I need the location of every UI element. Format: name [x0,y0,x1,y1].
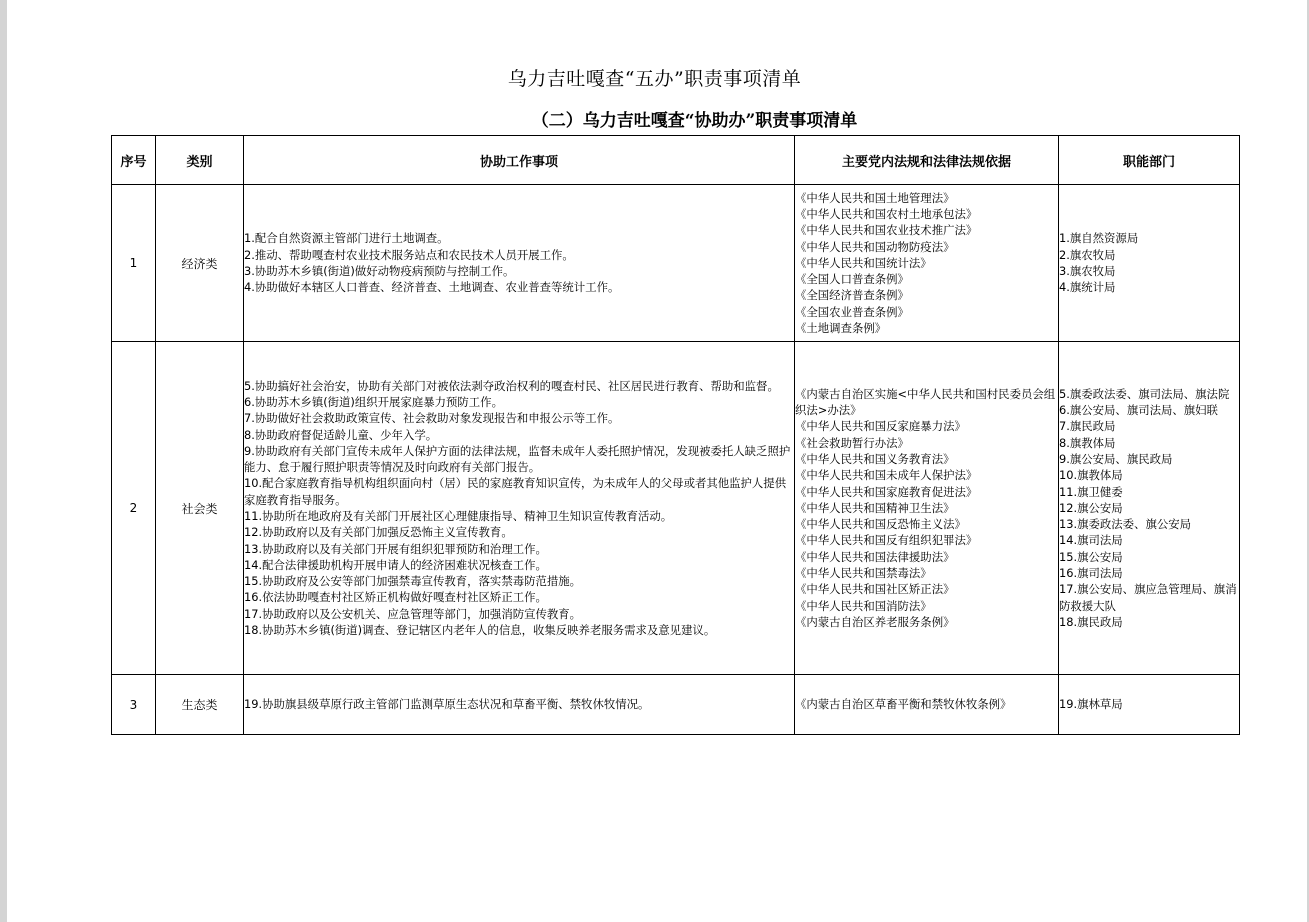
cell-line: 18.旗民政局 [1059,614,1123,629]
cell-line: 17.协助政府以及公安机关、应急管理等部门，加强消防宣传教育。 [244,606,582,621]
cell-line: 《中华人民共和国农村土地承包法》 [795,206,978,221]
document-subtitle: （二）乌力吉吐嘎查“协助办”职责事项清单 [531,111,858,131]
cell-line: 1.配合自然资源主管部门进行土地调查。 [244,231,449,246]
cell-line: 4.旗统计局 [1059,280,1116,295]
header-index: 序号 [112,136,156,185]
cell-line: 《中华人民共和国土地管理法》 [795,190,955,205]
cell-line: 15.旗公安局 [1059,549,1123,564]
cell-line: 2.旗农牧局 [1059,247,1116,262]
header-tasks: 协助工作事项 [244,136,795,185]
cell-line: 19.旗林草局 [1059,697,1123,712]
table-row [112,185,1240,342]
cell-line: 14.配合法律援助机构开展申请人的经济困难状况核查工作。 [244,557,547,572]
cell-line: 9.协助政府有关部门宣传未成年人保护方面的法律法规，监督未成年人委托照护情况，发现被委托人缺乏照护能力、怠于履行照护职责等情况及时向政府有关部门报告。 [244,443,791,475]
row-basis [795,675,1059,735]
row-basis [795,342,1059,675]
duty-table [111,135,1240,735]
cell-line: 11.旗卫健委 [1059,484,1123,499]
cell-line: 13.旗委政法委、旗公安局 [1059,517,1192,532]
row-departments [1059,185,1240,342]
cell-line: 《中华人民共和国精神卫生法》 [795,500,955,515]
row-tasks [244,675,795,735]
cell-line: 8.协助政府督促适龄儿童、少年入学。 [244,427,438,442]
cell-line: 18.协助苏木乡镇(街道)调查、登记辖区内老年人的信息，收集反映养老服务需求及意见建议。 [244,623,716,638]
cell-line: 7.旗民政局 [1059,419,1116,434]
cell-line: 10.旗教体局 [1059,468,1123,483]
cell-line: 3.协助苏木乡镇(街道)做好动物疫病预防与控制工作。 [244,264,515,278]
header-row [112,136,1240,185]
document-title: 乌力吉吐嘎查“五办”职责事项清单 [507,68,802,90]
table-row [112,675,1240,735]
cell-line: 1.旗自然资源局 [1059,231,1139,246]
cell-line: 12.协助政府以及有关部门加强反恐怖主义宣传教育。 [244,525,513,540]
cell-line: 《中华人民共和国反恐怖主义法》 [795,517,966,532]
cell-line: 《内蒙古自治区养老服务条例》 [795,614,955,629]
cell-line: 《内蒙古自治区草畜平衡和禁牧休牧条例》 [795,697,1012,712]
row-category: 社会类 [156,342,244,675]
row-tasks [244,342,795,675]
cell-line: 《中华人民共和国法律援助法》 [795,549,955,564]
cell-line: 14.旗司法局 [1059,533,1123,548]
header-category: 类别 [156,136,244,185]
cell-line: 8.旗教体局 [1059,435,1116,450]
cell-line: 9.旗公安局、旗民政局 [1059,451,1173,466]
cell-line: 13.协助政府以及有关部门开展有组织犯罪预防和治理工作。 [244,541,547,556]
cell-line: 《中华人民共和国消防法》 [795,598,932,613]
cell-line: 《中华人民共和国家庭教育促进法》 [795,484,978,499]
row-index: 2 [112,342,156,675]
cell-line: 19.协助旗县级草原行政主管部门监测草原生态状况和草畜平衡、禁牧休牧情况。 [244,697,650,712]
cell-line: 《中华人民共和国统计法》 [795,255,932,270]
row-category: 生态类 [156,675,244,735]
row-basis [795,185,1059,342]
row-tasks [244,185,795,342]
cell-line: 《社会救助暂行办法》 [795,435,909,450]
cell-line: 5.协助搞好社会治安，协助有关部门对被依法剥夺政治权利的嘎查村民、社区居民进行教育、帮助和监督。 [244,378,779,393]
cell-line: 5.旗委政法委、旗司法局、旗法院 [1059,386,1230,401]
cell-line: 3.旗农牧局 [1059,264,1116,278]
cell-line: 15.协助政府及公安等部门加强禁毒宣传教育，落实禁毒防范措施。 [244,574,582,589]
cell-line: 12.旗公安局 [1059,500,1123,515]
cell-line: 2.推动、帮助嘎查村农业技术服务站点和农民技术人员开展工作。 [244,247,574,262]
row-departments [1059,342,1240,675]
cell-line: 7.协助做好社会救助政策宣传、社会救助对象发现报告和申报公示等工作。 [244,411,620,426]
cell-line: 6.旗公安局、旗司法局、旗妇联 [1059,403,1218,418]
cell-line: 《内蒙古自治区实施<中华人民共和国村民委员会组织法>办法》 [795,386,1056,418]
cell-line: 《全国农业普查条例》 [795,304,909,319]
cell-line: 17.旗公安局、旗应急管理局、旗消防救援大队 [1059,582,1237,613]
page-edge-left [0,0,7,922]
row-index: 3 [112,675,156,735]
cell-line: 《中华人民共和国义务教育法》 [795,451,955,466]
cell-line: 《中华人民共和国动物防疫法》 [795,239,955,254]
header-basis: 主要党内法规和法律法规依据 [795,136,1059,185]
cell-line: 《中华人民共和国未成年人保护法》 [795,468,978,483]
cell-line: 《中华人民共和国社区矫正法》 [795,582,955,597]
row-category: 经济类 [156,185,244,342]
cell-line: 《中华人民共和国农业技术推广法》 [795,223,978,238]
cell-line: 《全国人口普查条例》 [795,272,909,287]
row-departments [1059,675,1240,735]
cell-line: 6.协助苏木乡镇(街道)组织开展家庭暴力预防工作。 [244,394,503,409]
row-index: 1 [112,185,156,342]
cell-line: 10.配合家庭教育指导机构组织面向村（居）民的家庭教育知识宣传，为未成年人的父母或者其他监护人提供家庭教育指导服务。 [244,476,787,507]
cell-line: 《全国经济普查条例》 [795,288,909,303]
header-departments: 职能部门 [1059,136,1240,185]
table-row [112,342,1240,675]
cell-line: 11.协助所在地政府及有关部门开展社区心理健康指导、精神卫生知识宣传教育活动。 [244,509,673,523]
cell-line: 《中华人民共和国反有组织犯罪法》 [795,533,978,548]
cell-line: 《土地调查条例》 [795,321,887,336]
cell-line: 《中华人民共和国反家庭暴力法》 [795,419,966,434]
cell-line: 《中华人民共和国禁毒法》 [795,566,932,581]
cell-line: 16.依法协助嘎查村社区矫正机构做好嘎查村社区矫正工作。 [244,590,547,605]
cell-line: 16.旗司法局 [1059,566,1123,581]
cell-line: 4.协助做好本辖区人口普查、经济普查、土地调查、农业普查等统计工作。 [244,280,620,295]
